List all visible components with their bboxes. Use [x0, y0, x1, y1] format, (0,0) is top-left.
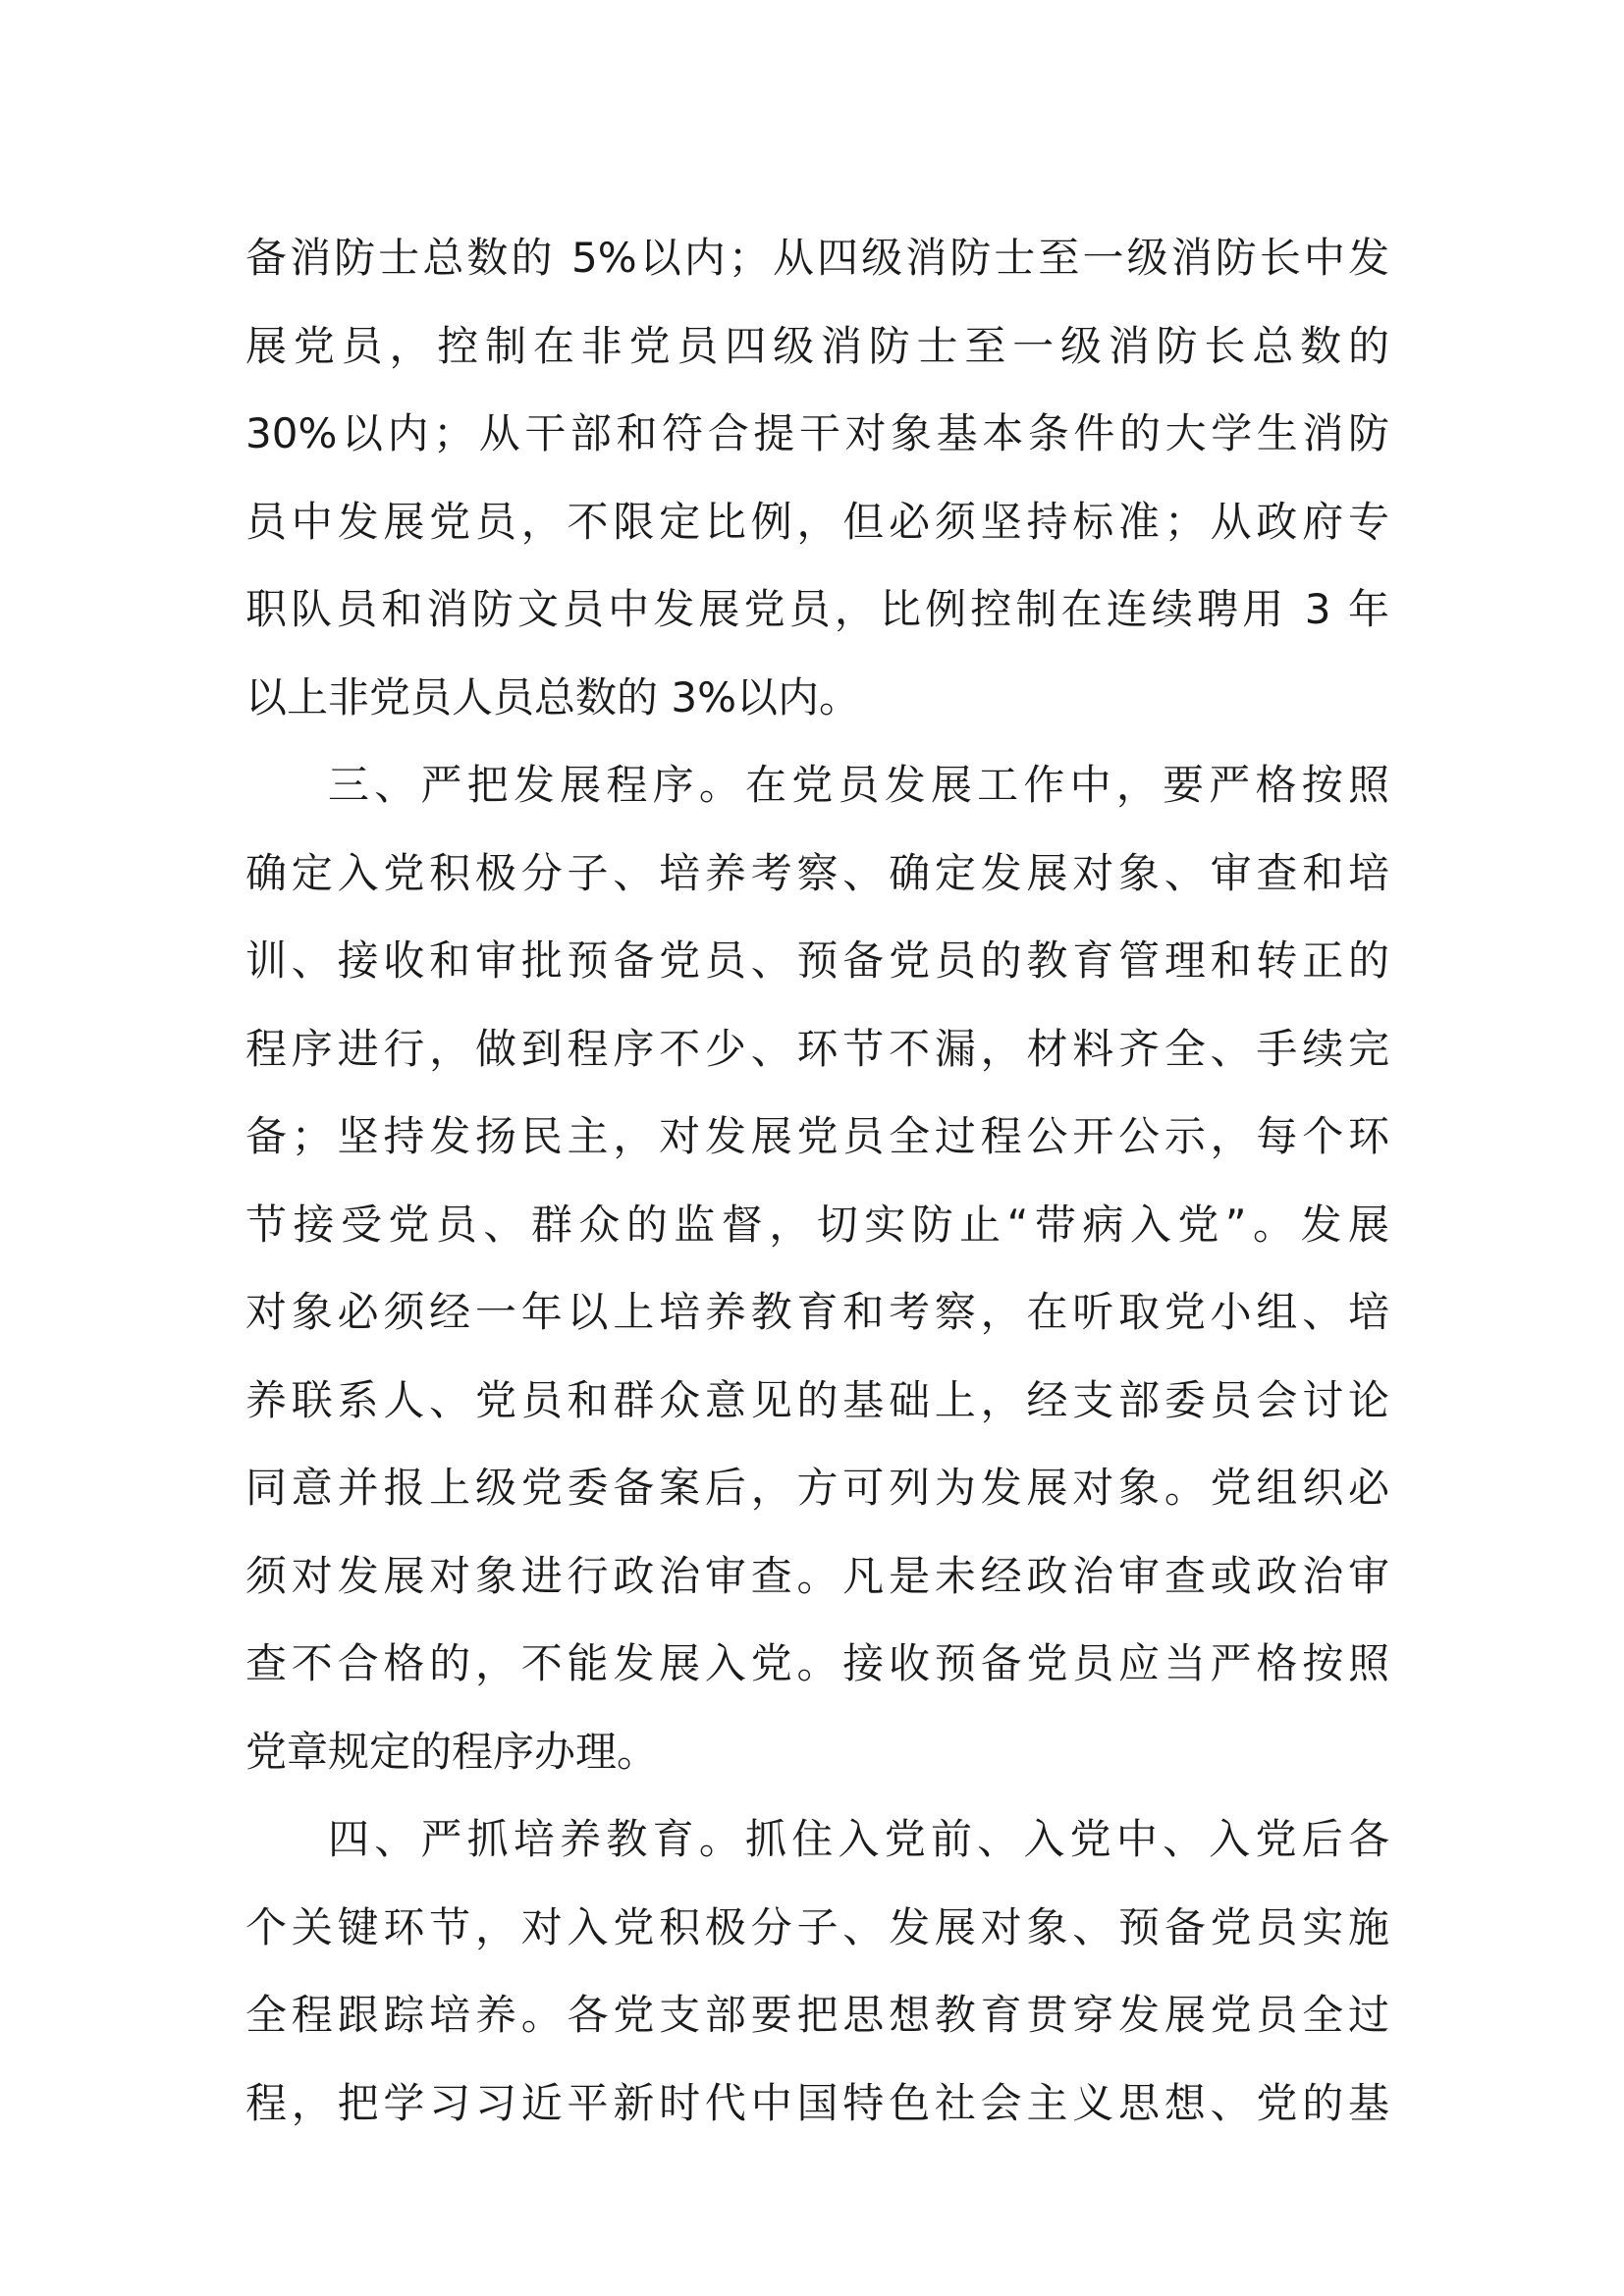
text-line: 同意并报上级党委备案后，方可列为发展对象。党组织必	[245, 1464, 1389, 1512]
text-line: 员中发展党员，不限定比例，但必须坚持标准；从政府专	[245, 497, 1389, 546]
body-text	[245, 214, 1389, 2147]
section-4-heading-line: 四、严抓培养教育。抓住入党前、入党中、入党后各	[328, 1815, 1389, 1863]
text-line: 训、接收和审批预备党员、预备党员的教育管理和转正的	[245, 936, 1389, 985]
text-line: 30%以内；从干部和符合提干对象基本条件的大学生消防	[245, 409, 1389, 457]
text-line: 备消防士总数的 5%以内；从四级消防士至一级消防长中发	[245, 234, 1389, 282]
text-line: 以上非党员人员总数的 3%以内。	[245, 672, 860, 721]
text-line: 对象必须经一年以上培养教育和考察，在听取党小组、培	[245, 1288, 1389, 1336]
section-3-heading-line: 三、严把发展程序。在党员发展工作中，要严格按照	[328, 761, 1389, 809]
text-line: 备；坚持发扬民主，对发展党员全过程公开公示，每个环	[245, 1112, 1389, 1160]
text-line: 养联系人、党员和群众意见的基础上，经支部委员会讨论	[245, 1375, 1389, 1424]
text-line: 职队员和消防文员中发展党员，比例控制在连续聘用 3 年	[245, 585, 1389, 633]
text-line: 全程跟踪培养。各党支部要把思想教育贯穿发展党员全过	[245, 1991, 1389, 2039]
text-line: 程，把学习习近平新时代中国特色社会主义思想、党的基	[245, 2078, 1389, 2127]
text-line: 须对发展对象进行政治审查。凡是未经政治审查或政治审	[245, 1551, 1389, 1600]
text-line: 节接受党员、群众的监督，切实防止“带病入党”。发展	[245, 1200, 1389, 1249]
text-line: 个关键环节，对入党积极分子、发展对象、预备党员实施	[245, 1902, 1389, 1951]
text-line: 查不合格的，不能发展入党。接收预备党员应当严格按照	[245, 1639, 1389, 1687]
text-line: 程序进行，做到程序不少、环节不漏，材料齐全、手续完	[245, 1024, 1389, 1073]
text-line: 展党员，控制在非党员四级消防士至一级消防长总数的	[245, 321, 1389, 370]
text-line: 党章规定的程序办理。	[245, 1727, 659, 1776]
text-line: 确定入党积极分子、培养考察、确定发展对象、审查和培	[245, 848, 1389, 897]
